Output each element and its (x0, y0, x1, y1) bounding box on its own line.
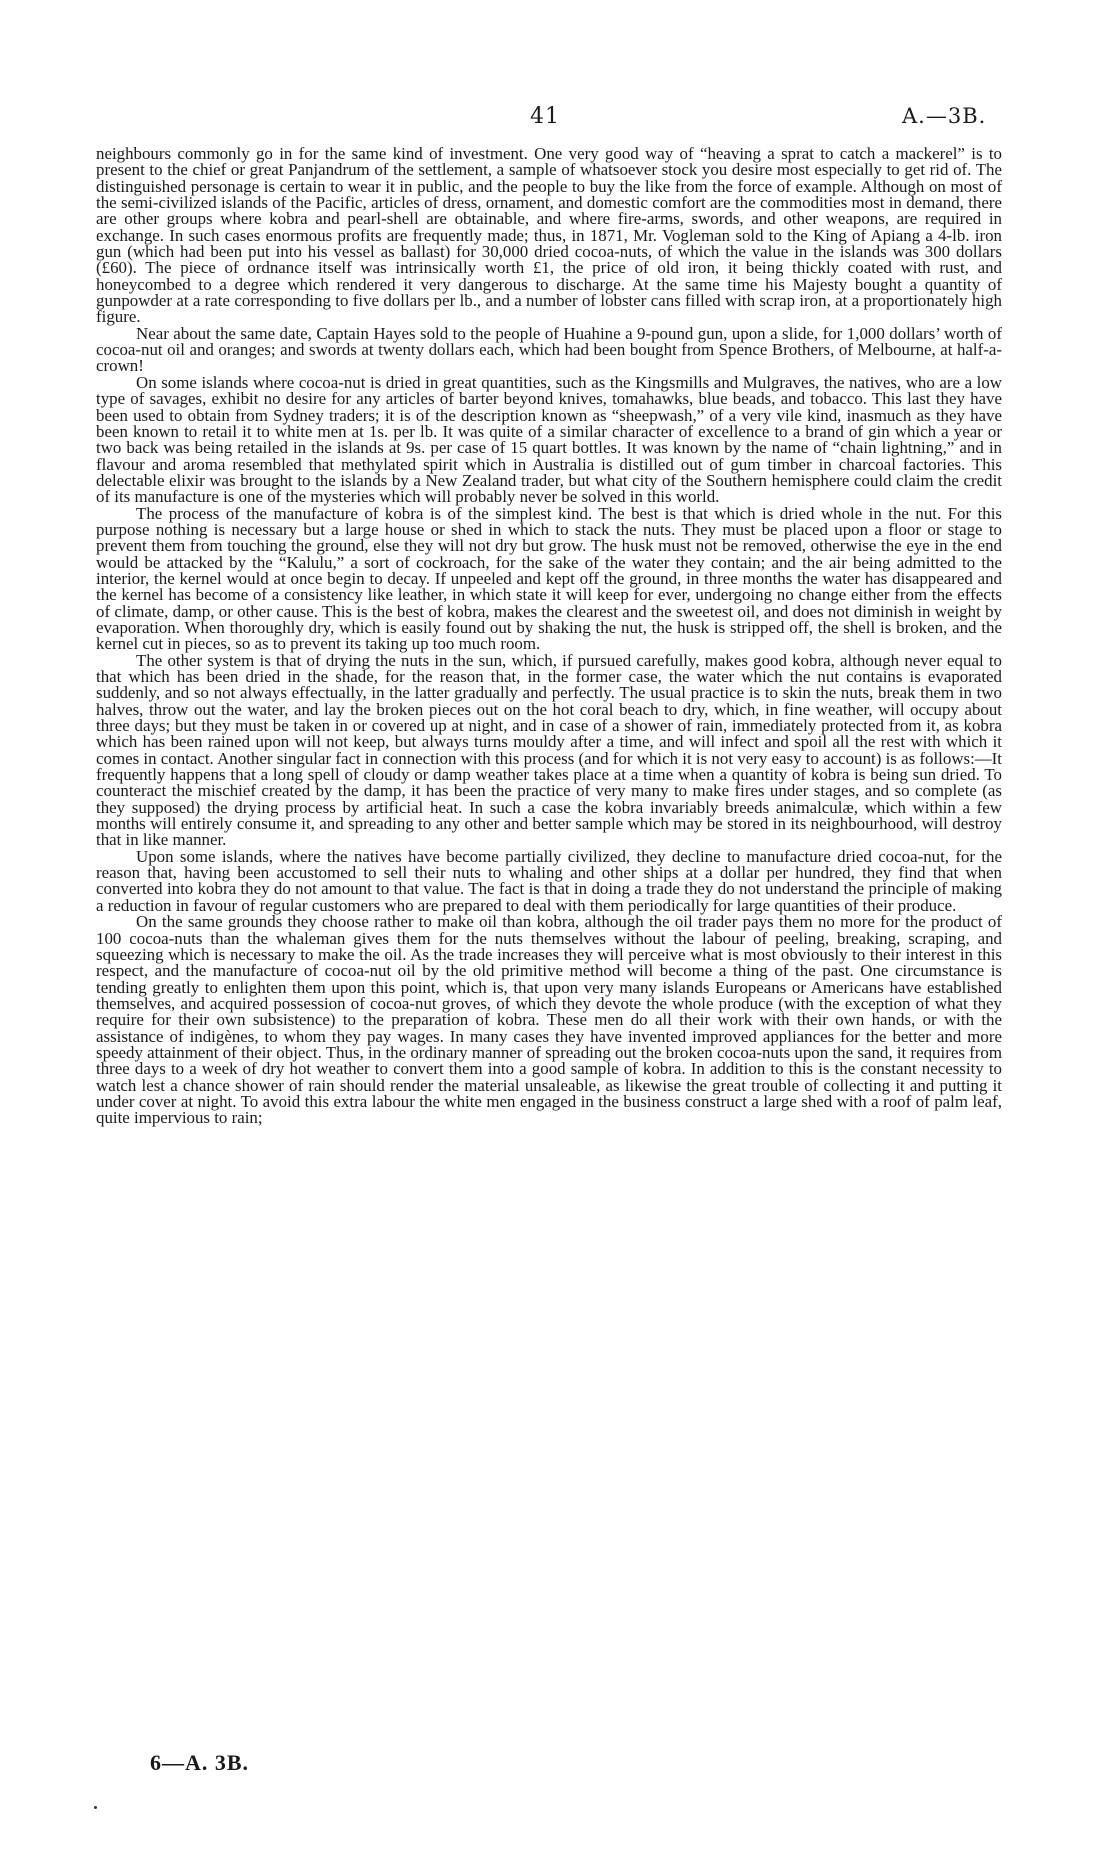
paragraph: Near about the same date, Captain Hayes sold to the people of Huahine a 9-pound gun, upon a slide, for 1,000 dollars’ worth of cocoa-nut oil and oranges; and swords at twenty dollars each, which had been bought from Spence Brothers, of Melbourne, at half-a-crown! (96, 323, 1002, 376)
page-number: 41 (530, 104, 560, 129)
paragraph: Upon some islands, where the natives have become partially civilized, they decline to manufacture dried cocoa-nut, for the reason that, having been accustomed to sell their nuts to whaling and other ships at a dollar per hundred, they find that when converted into kobra they do not amount to that value. The fact is that in doing a trade they do not understand the principle of making a reduction in favour of regular customers who are prepared to deal with them periodically for large quantities of their produce. (96, 846, 1002, 915)
paragraph: neighbours commonly go in for the same kind of investment. One very good way of “heaving a sprat to catch a mackerel” is to present to the chief or great Panjandrum of the settlement, a sample of whatsoever stock you desire most especially to get rid of. The distinguished personage is certain to wear it in public, and the people to buy the like from the force of example. Although on most of the semi-civilized islands of the Pacific, articles of dress, ornament, and domestic comfort are the commodities most in demand, there are other groups where kobra and pearl-shell are obtainable, and where fire-arms, swords, and other weapons, are required in exchange. In such cases enormous profits are frequently made; thus, in 1871, Mr. Vogleman sold to the King of Apiang a 4-lb. iron gun (which had been put into his vessel as ballast) for 30,000 dried cocoa-nuts, of which the value in the islands was 300 dollars (£60). The piece of ordnance itself was intrinsically worth £1, the price of old iron, it being thickly coated with rust, and honeycombed to a degree which rendered it very dangerous to discharge. At the same time his Majesty bought a quantity of gunpowder at a rate corresponding to five dollars per lb., and a number of lobster cans filled with scrap iron, at a proportionately high figure. (96, 144, 1002, 327)
document-reference: A.—3B. (902, 104, 987, 128)
stray-ink-dot (94, 1806, 97, 1809)
body-text (96, 146, 1002, 1127)
paragraph: On the same grounds they choose rather to make oil than kobra, although the oil trader pays them no more for the product of 100 cocoa-nuts than the whaleman gives them for the nuts themselves without the labour of peeling, breaking, scraping, and squeezing which is necessary to make the oil. As the trade increases they will perceive what is most obviously to their interest in this respect, and the manufacture of cocoa-nut oil by the old primitive method will become a thing of the past. One circumstance is tending greatly to enlighten them upon this point, which is, that upon very many islands Europeans or Americans have established themselves, and acquired possession of cocoa-nut groves, of which they devote the whole produce (with the exception of what they require for their own subsistence) to the preparation of kobra. These men do all their work with their own hands, or with the assistance of indigènes, to whom they pay wages. In many cases they have invented improved appliances for the better and more speedy attainment of their object. Thus, in the ordinary manner of spreading out the broken cocoa-nuts upon the sand, it requires from three days to a week of dry hot weather to convert them into a good sample of kobra. In addition to this is the constant necessity to watch lest a chance shower of rain should render the material unsaleable, as likewise the great trouble of collecting it and putting it under cover at night. To avoid this extra labour the white men engaged in the business construct a large shed with a roof of palm leaf, quite impervious to rain; (96, 912, 1002, 1128)
paragraph: The other system is that of drying the nuts in the sun, which, if pursued carefully, makes good kobra, although never equal to that which has been dried in the shade, for the reason that, in the former case, the water which the nut contains is evaporated suddenly, and so not always effectually, in the latter gradually and perfectly. The usual practice is to skin the nuts, break them in two halves, throw out the water, and lay the broken pieces out on the hot coral beach to dry, which, in fine weather, will occupy about three days; but they must be taken in or covered up at night, and in case of a shower of rain, immediately protected from it, as kobra which has been rained upon will not keep, but always turns mouldy after a time, and will infect and spoil all the rest with which it comes in contact. Another singular fact in connection with this process (and for which it is not very easy to account) is as follows:—It frequently happens that a long spell of cloudy or damp weather takes place at a time when a quantity of kobra is being sun dried. To counteract the mischief created by the damp, it has been the practice of very many to make fires under stages, and so complete (as they supposed) the drying process by artificial heat. In such a case the kobra invariably breeds animalculæ, which within a few months will entirely consume it, and spreading to any other and better sample which may be stored in its neighbourhood, will destroy that in like manner. (96, 650, 1002, 850)
printer-signature-mark: 6—A. 3B. (150, 1750, 250, 1775)
paragraph: The process of the manufacture of kobra is of the simplest kind. The best is that which is dried whole in the nut. For this purpose nothing is necessary but a large house or shed in which to stack the nuts. They must be placed upon a floor or stage to prevent them from touching the ground, else they will not dry but grow. The husk must not be removed, otherwise the eye in the end would be attacked by the “Kalulu,” a sort of cockroach, for the sake of the water they contain; and the air being admitted to the interior, the kernel would at once begin to decay. If unpeeled and kept off the ground, in three months the water has disappeared and the kernel has become of a consistency like leather, in which state it will keep for ever, undergoing no change either from the effects of climate, damp, or other cause. This is the best of kobra, makes the clearest and the sweetest oil, and does not diminish in weight by evaporation. When thoroughly dry, which is easily found out by shaking the nut, the husk is stripped off, the shell is broken, and the kernel cut in pieces, so as to prevent its taking up too much room. (96, 503, 1002, 654)
paragraph: On some islands where cocoa-nut is dried in great quantities, such as the Kingsmills and Mulgraves, the natives, who are a low type of savages, exhibit no desire for any articles of barter beyond knives, tomahawks, blue beads, and tobacco. This last they have been used to obtain from Sydney traders; it is of the description known as “sheepwash,” of a very vile kind, inasmuch as they have been known to retail it to white men at 1s. per lb. It was quite of a similar character of excellence to a brand of gin which a year or two back was being retailed in the islands at 9s. per case of 15 quart bottles. It was known by the name of “chain lightning,” and in flavour and aroma resembled that methylated spirit which in Australia is distilled out of gum timber in charcoal factories. This delectable elixir was brought to the islands by a New Zealand trader, but what city of the Southern hemisphere could claim the credit of its manufacture is one of the mysteries which will probably never be solved in this world. (96, 372, 1002, 507)
